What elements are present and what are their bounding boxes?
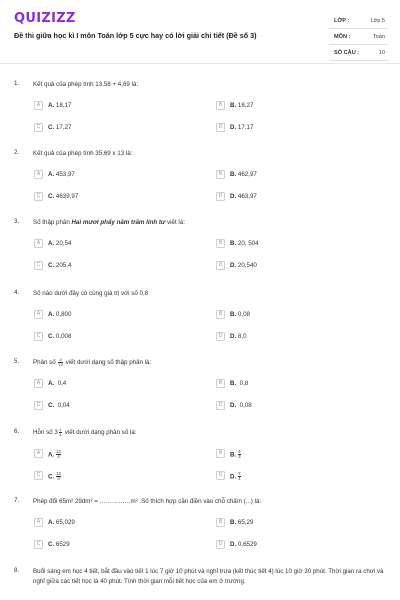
option-label: D. xyxy=(230,541,237,548)
option-label: D. xyxy=(230,402,237,409)
question-text: Kết quả của phép tính 35,69 x 13 là: xyxy=(33,150,133,157)
option-label: D. xyxy=(230,193,237,200)
option-label: C. xyxy=(48,124,55,131)
option-value: 453,97 xyxy=(55,171,75,178)
option-label: C. xyxy=(48,333,55,340)
option-label: A. xyxy=(48,380,55,387)
option-letter-box: C xyxy=(34,123,43,132)
option-label: B. xyxy=(230,451,237,459)
question-text xyxy=(33,428,385,438)
fraction-numerator: 4 xyxy=(238,449,241,454)
option-text xyxy=(48,171,75,178)
option-text xyxy=(230,262,257,269)
option-text xyxy=(230,333,247,340)
option-text xyxy=(230,171,257,178)
question-text-end: viết dưới dạng phân số là: xyxy=(63,429,137,437)
question-text-start: Số thập phân xyxy=(33,219,72,226)
option-text xyxy=(48,541,70,548)
option-label: D. xyxy=(230,333,237,340)
option-value: 205,4 xyxy=(55,262,72,269)
option-letter-box: B xyxy=(216,449,225,458)
option-letter-box: B xyxy=(216,170,225,179)
option-value: 0,04 xyxy=(57,402,70,409)
question-number: 7. xyxy=(14,497,20,504)
option-label: C. xyxy=(48,262,55,269)
option-letter-box: A xyxy=(34,379,43,388)
option-letter-box: C xyxy=(34,192,43,201)
option-letter-box: D xyxy=(216,540,225,549)
option-text xyxy=(48,124,71,131)
option-label: C. xyxy=(48,402,55,409)
question-number: 4. xyxy=(14,289,20,296)
option-label: C. xyxy=(48,541,55,548)
option-letter-box: C xyxy=(34,332,43,341)
option-text xyxy=(230,380,248,387)
option-text xyxy=(230,519,253,526)
meta-key: MÔN : xyxy=(334,34,351,40)
quizizz-logo: QUIZIZZ xyxy=(14,11,76,26)
option-letter-box: B xyxy=(216,518,225,527)
option-text xyxy=(48,402,70,409)
option-letter-box: B xyxy=(216,379,225,388)
option-value: 4639,97 xyxy=(55,193,79,200)
option-value: 17,17 xyxy=(237,124,254,131)
fraction-numerator: 7 xyxy=(238,471,241,476)
option-value: 17,27 xyxy=(55,124,72,131)
option-text xyxy=(230,124,253,131)
fraction-numerator: 13 xyxy=(56,471,61,476)
option-value: 0,800 xyxy=(55,311,72,318)
option-letter-box: A xyxy=(34,170,43,179)
option-letter-box: A xyxy=(34,239,43,248)
option-label: C. xyxy=(48,473,55,481)
option-value: 20,540 xyxy=(237,262,257,269)
worksheet-header xyxy=(0,0,400,64)
meta-row-subject xyxy=(329,29,389,45)
question-number: 8. xyxy=(14,567,20,574)
question-number: 1. xyxy=(14,80,20,87)
option-value: 20, 504 xyxy=(237,240,259,247)
fraction-denominator: 3 xyxy=(57,476,60,482)
question-text-start: Phân số xyxy=(33,359,58,367)
option-text xyxy=(230,102,253,109)
option-letter-box: C xyxy=(34,401,43,410)
meta-value: 10 xyxy=(378,50,385,56)
option-value: 6529 xyxy=(55,541,70,548)
option-letter-box: C xyxy=(34,540,43,549)
option-text xyxy=(48,193,78,200)
fraction-numerator: 13 xyxy=(56,449,61,454)
option-text xyxy=(48,102,71,109)
option-value: 0,4 xyxy=(57,380,67,387)
question-text-end: viết dưới dạng số thập phân là: xyxy=(63,359,152,367)
fraction-denominator: 4 xyxy=(57,454,60,460)
worksheet-meta xyxy=(329,13,389,61)
question-text xyxy=(33,218,385,228)
question-number: 3. xyxy=(14,218,20,225)
option-text xyxy=(230,240,259,247)
option-label: B. xyxy=(230,380,237,387)
question-text-end: viết là: xyxy=(165,219,185,226)
fraction-denominator: 3 xyxy=(238,454,241,460)
question-text: Phép đổi 65m² 29dm² = ……………m² .Số thích hợp cần điền vào chỗ chấm (...) là: xyxy=(33,498,262,505)
meta-key: LỚP : xyxy=(334,18,350,24)
option-letter-box: D xyxy=(216,332,225,341)
question-number: 2. xyxy=(14,149,20,156)
option-text xyxy=(230,541,257,548)
option-letter-box: D xyxy=(216,471,225,480)
question-text: Buổi sáng em học 4 tiết, bắt đầu vào tiết 1 lúc 7 giờ 10 phút và nghỉ trưa (kết thúc tiết 4) lúc 10 giờ 30 phút. Thời gian ra chơi và nghỉ giữa các tiết học là 40 phút. Tính thời gian mỗi tiết học của em ở trường. xyxy=(33,568,384,585)
fraction-numerator: 1 xyxy=(59,427,62,432)
fraction-denominator: 10 xyxy=(58,362,63,367)
option-label: B. xyxy=(230,102,237,109)
option-label: A. xyxy=(48,451,55,459)
fraction xyxy=(58,358,62,367)
option-letter-box: C xyxy=(34,471,43,480)
option-text xyxy=(48,333,71,340)
option-letter-box: A xyxy=(34,449,43,458)
option-text xyxy=(48,450,61,459)
option-letter-box: C xyxy=(34,261,43,270)
fraction-denominator: 4 xyxy=(59,432,62,437)
option-value: 0,08 xyxy=(237,311,250,318)
option-value: 0,8 xyxy=(239,380,249,387)
fraction xyxy=(59,428,62,437)
option-value: 18,17 xyxy=(55,102,72,109)
option-label: D. xyxy=(230,262,237,269)
option-letter-box: B xyxy=(216,310,225,319)
meta-value: Toán xyxy=(372,34,385,40)
option-letter-box: B xyxy=(216,239,225,248)
option-label: B. xyxy=(230,519,237,526)
question-number: 5. xyxy=(14,358,20,365)
option-letter-box: A xyxy=(34,518,43,527)
option-letter-box: D xyxy=(216,123,225,132)
question-number: 6. xyxy=(14,428,20,435)
option-text xyxy=(48,240,71,247)
option-text xyxy=(48,380,66,387)
option-text xyxy=(48,262,71,269)
option-value: 0,008 xyxy=(55,333,72,340)
question-emphasis: Hai mươi phẩy năm trăm linh tư xyxy=(71,219,166,226)
option-text xyxy=(48,311,71,318)
option-label: B. xyxy=(230,240,237,247)
option-label: A. xyxy=(48,311,55,318)
option-letter-box: D xyxy=(216,261,225,270)
fraction-denominator: 4 xyxy=(238,476,241,482)
option-letter-box: D xyxy=(216,192,225,201)
option-text xyxy=(230,193,257,200)
option-text xyxy=(48,519,75,526)
option-value: 65,29 xyxy=(237,519,254,526)
meta-value: Lớp 5 xyxy=(370,18,385,24)
option-value: 18,27 xyxy=(237,102,254,109)
option-fraction xyxy=(238,472,240,481)
option-label: D. xyxy=(230,124,237,131)
option-label: A. xyxy=(48,171,55,178)
option-letter-box: D xyxy=(216,401,225,410)
question-text: Kết quả của phép tính 13,58 + 4,69 là: xyxy=(33,81,139,88)
option-label: B. xyxy=(230,311,237,318)
question-text xyxy=(33,358,385,368)
option-value: 462,97 xyxy=(237,171,257,178)
option-text xyxy=(230,450,241,459)
option-label: B. xyxy=(230,171,237,178)
question-text-start: Hỗn số 3 xyxy=(33,429,58,437)
option-text xyxy=(230,472,241,481)
meta-row-question-count xyxy=(329,45,389,61)
option-value: 0,6529 xyxy=(237,541,257,548)
option-letter-box: A xyxy=(34,310,43,319)
option-label: A. xyxy=(48,240,55,247)
meta-key: SỐ CÂU : xyxy=(334,50,360,56)
option-value: 8,0 xyxy=(237,333,247,340)
option-label: D. xyxy=(230,473,237,481)
option-fraction xyxy=(56,472,61,481)
option-fraction xyxy=(238,450,240,459)
meta-row-class xyxy=(329,13,389,29)
option-letter-box: A xyxy=(34,101,43,110)
option-value: 0,08 xyxy=(239,402,252,409)
option-text xyxy=(230,311,250,318)
option-value: 463,97 xyxy=(237,193,257,200)
option-letter-box: B xyxy=(216,101,225,110)
page-title: Đề thi giữa học kì I môn Toán lớp 5 cực hay có lời giải chi tiết (Đề số 3) xyxy=(14,31,257,40)
option-label: A. xyxy=(48,102,55,109)
option-label: C. xyxy=(48,193,55,200)
option-label: A. xyxy=(48,519,55,526)
option-text xyxy=(48,472,61,481)
option-value: 65,029 xyxy=(55,519,75,526)
fraction-numerator: 4 xyxy=(59,357,62,362)
option-text xyxy=(230,402,252,409)
option-value: 20,54 xyxy=(55,240,72,247)
option-fraction xyxy=(56,450,61,459)
question-text: Số nào dưới đây có cùng giá trị với số 0,8 xyxy=(33,290,149,297)
